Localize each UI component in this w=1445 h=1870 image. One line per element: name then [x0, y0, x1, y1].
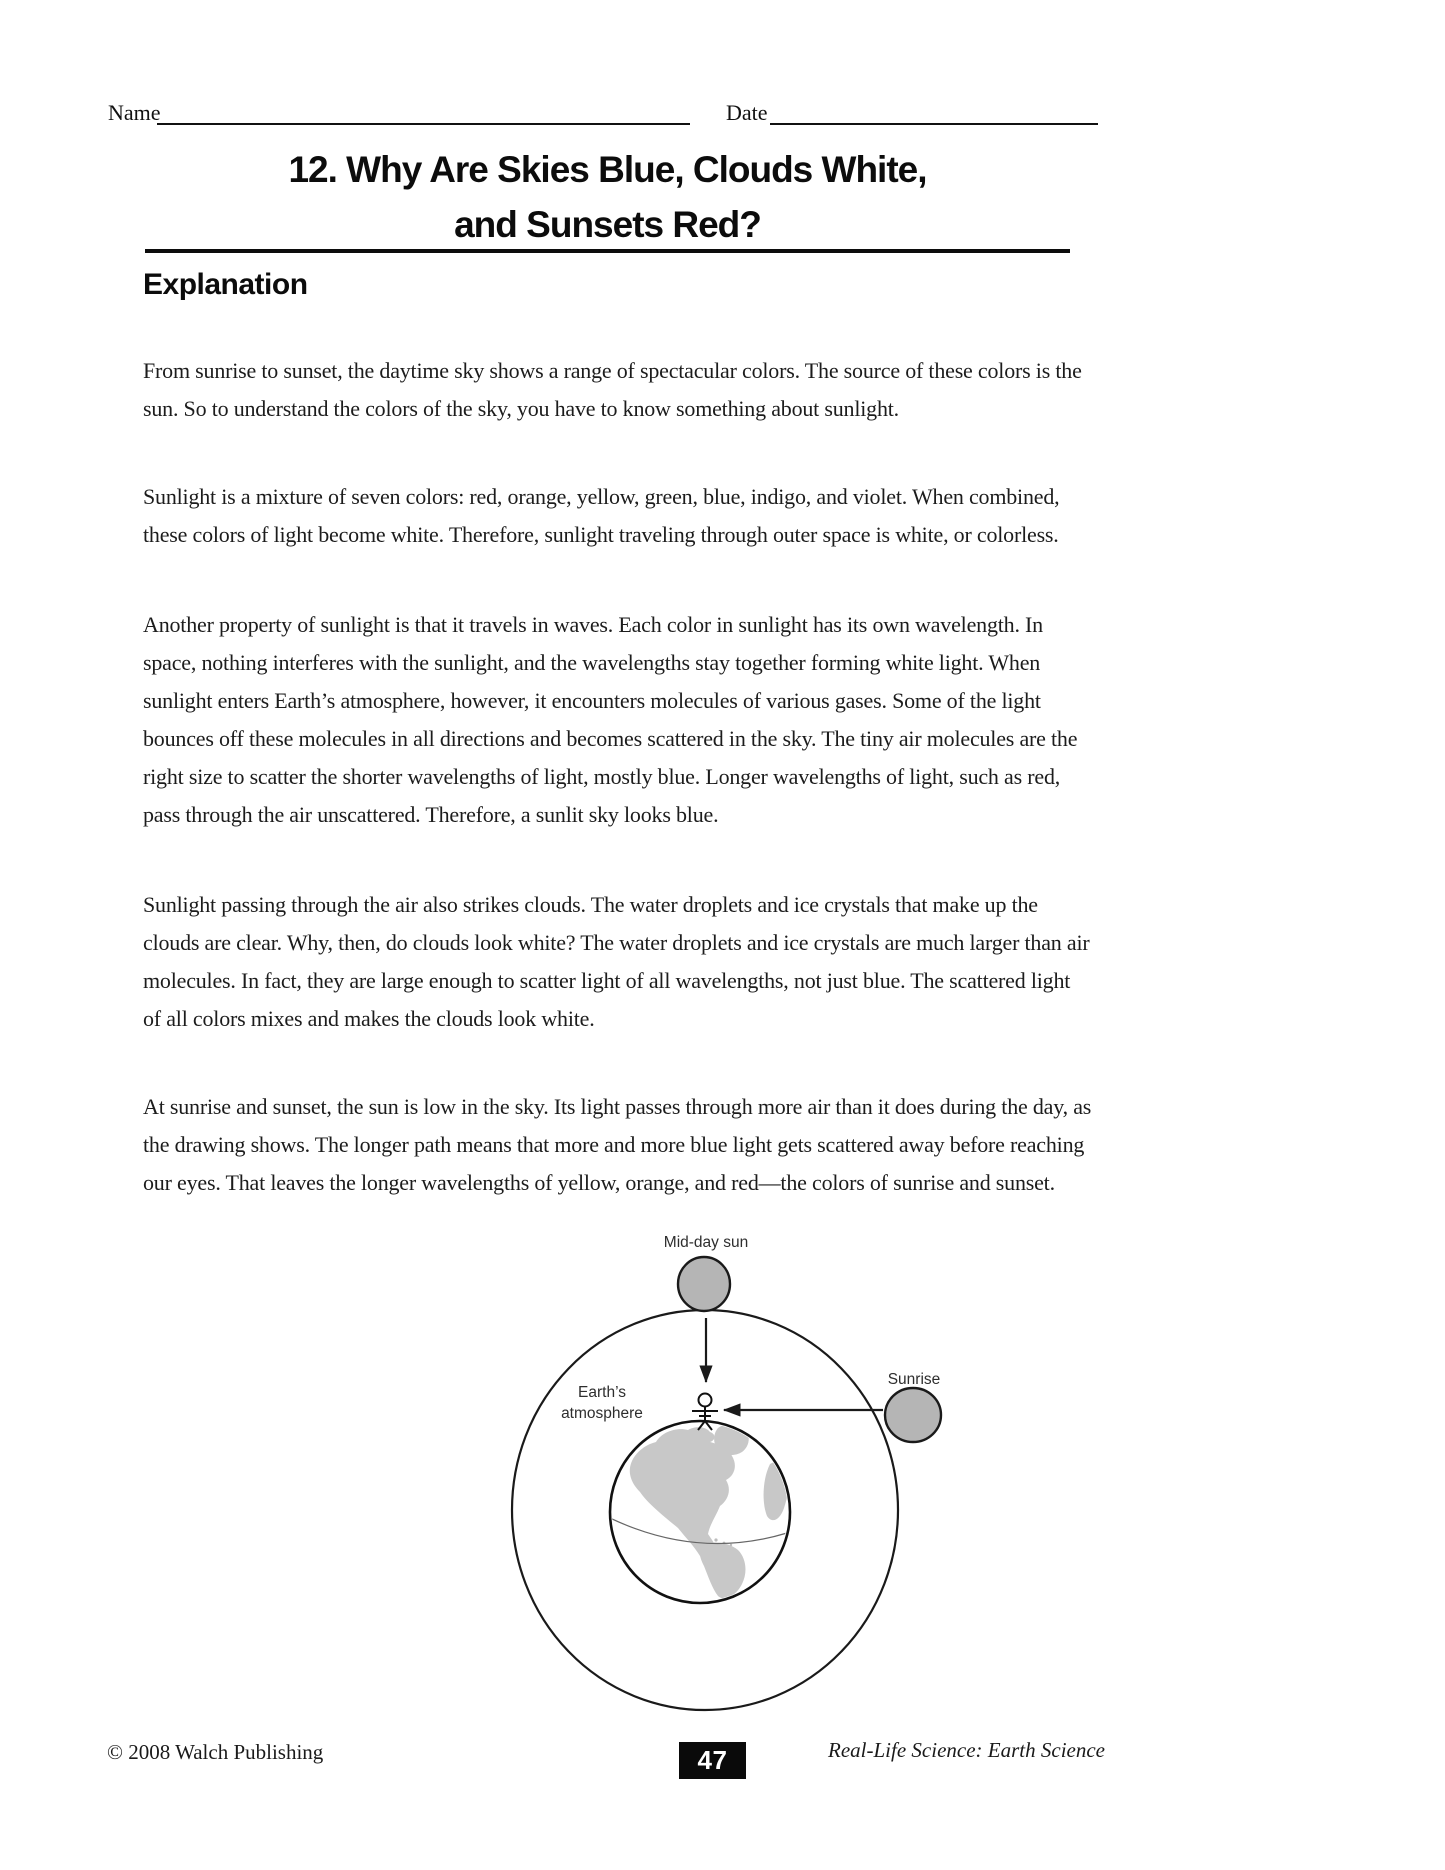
sunrise-sun-circle — [885, 1388, 941, 1442]
sun-atmosphere-diagram — [470, 1228, 950, 1733]
page-title — [145, 142, 1070, 252]
name-blank-line — [157, 122, 690, 125]
sunrise-label: Sunrise — [887, 1371, 941, 1388]
date-label: Date — [726, 100, 768, 125]
paragraph-1: From sunrise to sunset, the daytime sky shows a range of spectacular colors. The source of these colors is the sun. So to understand the colors of the sky, you have to know something about sunlight. — [143, 358, 1082, 421]
atmosphere-label-line2: atmosphere — [561, 1405, 643, 1422]
name-label: Name — [108, 100, 161, 125]
footer-copyright: © 2008 Walch Publishing — [107, 1740, 324, 1764]
page-number-box — [679, 1742, 746, 1779]
page-title-line1: 12. Why Are Skies Blue, Clouds White, — [288, 149, 927, 190]
page-title-line2: and Sunsets Red? — [454, 204, 761, 245]
paragraph-5: At sunrise and sunset, the sun is low in the sky. Its light passes through more air than it does during the day, as the drawing shows. The longer path means that more and more blue light gets scattered away before reaching our eyes. That leaves the longer wavelengths of yellow, orange, and red—the colors of sunrise and sunset. — [143, 1094, 1092, 1195]
date-blank-line — [770, 122, 1098, 125]
atmosphere-label-line1: Earth’s — [578, 1384, 626, 1401]
island-dot — [714, 1538, 717, 1541]
earth-globe — [610, 1421, 790, 1603]
page-number: 47 — [697, 1745, 728, 1775]
midday-sun-label: Mid-day sun — [663, 1234, 749, 1251]
paragraph-3: Another property of sunlight is that it travels in waves. Each color in sunlight has its own wavelength. In space, nothing interferes with the sunlight, and the wavelengths stay together forming white light. When sunlight enters Earth’s atmosphere, however, it encounters molecules of various gases. Some of the light bounces off these molecules in all directions and becomes scattered in the sky. The tiny air molecules are the right size to scatter the shorter wavelengths of light, mostly blue. Longer wavelengths of light, such as red, pass through the air unscattered. Therefore, a sunlit sky looks blue. — [143, 612, 1078, 827]
island-dot — [730, 1544, 732, 1546]
paragraph-2: Sunlight is a mixture of seven colors: red, orange, yellow, green, blue, indigo, and violet. When combined, these colors of light become white. Therefore, sunlight traveling through outer space is white, or colorless. — [143, 484, 1060, 547]
footer-book-title: Real-Life Science: Earth Science — [828, 1738, 1105, 1762]
midday-sun-circle — [678, 1257, 730, 1311]
paragraph-4: Sunlight passing through the air also strikes clouds. The water droplets and ice crystals that make up the clouds are clear. Why, then, do clouds look white? The water droplets and ice crystals are much larger than air molecules. In fact, they are large enough to scatter light of all wavelengths, not just blue. The scattered light of all colors mixes and makes the clouds look white. — [143, 892, 1090, 1031]
title-rule — [145, 249, 1070, 253]
section-heading: Explanation — [143, 268, 308, 301]
